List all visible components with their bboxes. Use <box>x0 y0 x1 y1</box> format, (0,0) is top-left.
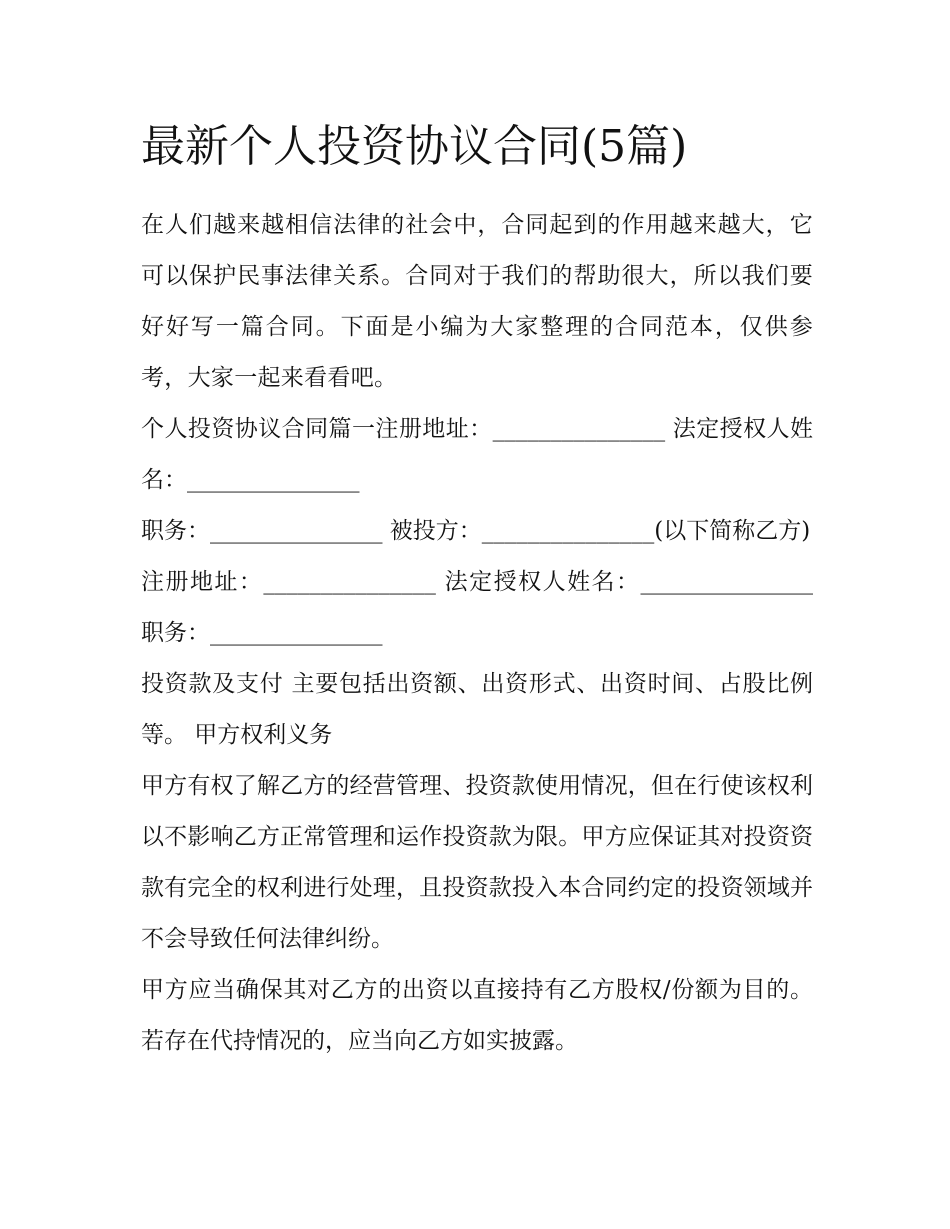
document-title: 最新个人投资协议合同(5篇) <box>141 121 688 172</box>
investment-payment-paragraph: 投资款及支付 主要包括出资额、出资形式、出资时间、占股比例等。 甲方权利义务 <box>141 671 813 748</box>
document-body <box>141 200 813 1067</box>
party-a-position-paragraph: 职务：_______________ 被投方：_______________(以下简称乙方) <box>141 518 811 544</box>
intro-paragraph: 在人们越来越相信法律的社会中，合同起到的作用越来越大，它可以保护民事法律关系。合同对于我们的帮助很大，所以我们要好好写一篇合同。下面是小编为大家整理的合同范本，仅供参考，大家一起来看看吧。 <box>141 212 813 391</box>
party-a-obligation-paragraph: 甲方应当确保其对乙方的出资以直接持有乙方股权/份额为目的。若存在代持情况的，应当向乙方如实披露。 <box>141 977 813 1054</box>
party-b-address-paragraph: 注册地址：_______________ 法定授权人姓名：_______________ 职务：_______________ <box>141 569 813 646</box>
party-a-rights-paragraph: 甲方有权了解乙方的经营管理、投资款使用情况，但在行使该权利以不影响乙方正常管理和运作投资款为限。甲方应保证其对投资资款有完全的权利进行处理，且投资款投入本合同约定的投资领域并不会导致任何法律纠纷。 <box>141 773 813 952</box>
party-a-address-paragraph: 个人投资协议合同篇一注册地址：_______________ 法定授权人姓名：_______________ <box>141 416 813 493</box>
document-page <box>141 0 813 1067</box>
